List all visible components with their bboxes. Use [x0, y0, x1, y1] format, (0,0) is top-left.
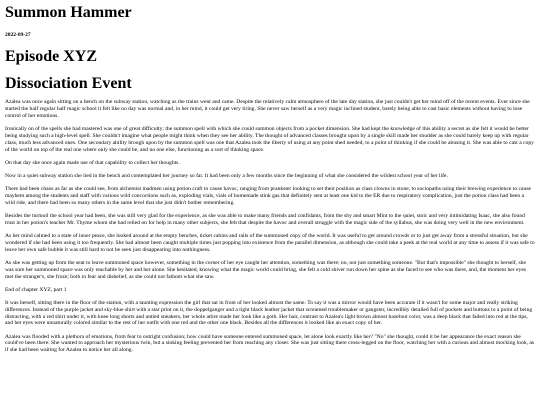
- paragraph: As her mind calmed to a state of inner peace, she looked around at the empty benches, ticket cabins and rails of the summoned copy of the world. It was useful to get around crowds or to just get away from a stressful situation, but she wondered if she had been using it too frequently. She had almost been caught multiple times just popping into existence from the parallel dimension, as although she could take a peek at the real world at any time to assess if it was safe to leave her own safe bubble it was still hard to not be seen just disappearing into nothingness.: [5, 232, 535, 253]
- story-body: [5, 99, 535, 354]
- paragraph: There had been chaos as far as she could see, from alchemist madmen using potion craft to cause havoc, ranging from prankster looking to set their position as class clowns in stone, to sociopaths using their brewing experience to cause mayhem among the students and staff with various wild concoctions such as, exploding vials, vials of homemade stink gas that definitely sent at least one kid to the ER due to respiratory complication, just the potion class had been a wild ride, and there had been so many others in the same level that she just didn't bother remembering.: [5, 185, 531, 206]
- post-date: 2022-09-27: [5, 32, 31, 38]
- paragraph: It was herself, sitting there in the floor of the station, with a taunting expression the girl that sat in front of her looked almost the same. To say it was a mirror would have been accurate if it wasn't for some major and really striking differences. Instead of the purple jacket and sky-blue shirt with a star print on it, the doppelganger and a tight black leather jacket that screamed troublemaker or gangster, incredibly detailed full of pockets and buttons to a point of being distracting, with a red shirt under it, with knee long shorts and untied sneakers, her whole attire made her look like a goth. Her hair, contrast to Azalea's light brown almost hazelnut color, was a deep black that faded into red at the tips, and her eyes were unnaturally colored similar to the rest of her outfit with one red and the other one black. Besides all the differences it looked like an exact copy of her.: [5, 299, 533, 327]
- story-title: Episode XYZ: [5, 48, 98, 65]
- paragraph: As she was getting up from the seat to leave summoned space however, something in the corner of her eye caught her attention, something was there; no, not just something someone. "But that's impossible" she thought to herself, she was sure her summoned space was only reachable by her and her alone. She hesitated, knowing what the magic world could bring, she felt a cold shiver run down her spine as she faced to see who was there, and, the moment her eyes met the stranger's, she froze; both in fear and disbelief, as she could not fathom what she saw.: [5, 259, 526, 280]
- paragraph: Azalea was once again sitting on a bench on the subway station, watching as the trains went and came. Despite the relatively calm atmosphere of the late day station, she just couldn't get her mind off of the recent events. Ever since she started the half regular half magic school it felt like no day was normal and, in her mind, it could get very tiring. She never saw herself as a very magic inclined student, barely being able to cast basic elements without having to lose control of her emotions.: [5, 99, 530, 119]
- site-title[interactable]: Summon Hammer: [5, 4, 132, 21]
- paragraph: Ironically on of the spells she had mastered was one of great difficulty; the summon spell with which she could summon objects from a pocket dimension. She had kept the knowledge of this ability a secret as she felt it would be better being studying such a high-level spell. She couldn't imagine what people might think when they see her ability. The thought of advanced classes brought upon by a single skill made her shudder as she could barely keep up with regular class, much less advanced ones. One secondary ability brough upon by the summon spell was one that Azalea took the liberty of using at any point shed needed, to a point of thinking if she could be abusing it. She was able to cast a copy of the world on top of the real one where only she could be, and no one else, functioning as a sort of thinking space.: [5, 125, 534, 153]
- chapter-end-note: End of chapter XYZ, part 1: [5, 286, 67, 293]
- chapter-title: Dissociation Event: [5, 75, 132, 92]
- paragraph: On that day she once again made use of that capability to collect her thoughts.: [5, 159, 180, 166]
- paragraph: Azalea was flooded with a plethora of emotions, from fear to outright confusion; how could have someone entered summoned space, let alone look exactly like her? "No" she thought, could it be her appearance the exact reason she could've been there. She wanted to approach her mysterious twin, but a sinking feeling prevented her from reaching any closer. She was just sitting there cross-legged on the floor, watching her with a curious and almost mocking look, as if she had been waiting for Azalea to notice her all along.: [5, 333, 535, 354]
- paragraph: Now in a quiet subway station she lied in the bench and contemplated her journey so far. It had been only a few months since the beginning of what she considered the wildest school year of her life.: [5, 172, 448, 179]
- paragraph: Besides the turmoil the school year had been, she was still very glad for the experience, as she was able to make many friends and confidants, from the shy and smart Mint to the quiet, stoic and very intimidating Isaac, she also found trust in her potion's teacher Mr. Thyme whom she had relied on for help in many other subjects, she felt that despite the havoc and overall struggle with the magic side of the syllabus, she was doing very well in the new environment.: [5, 212, 525, 226]
